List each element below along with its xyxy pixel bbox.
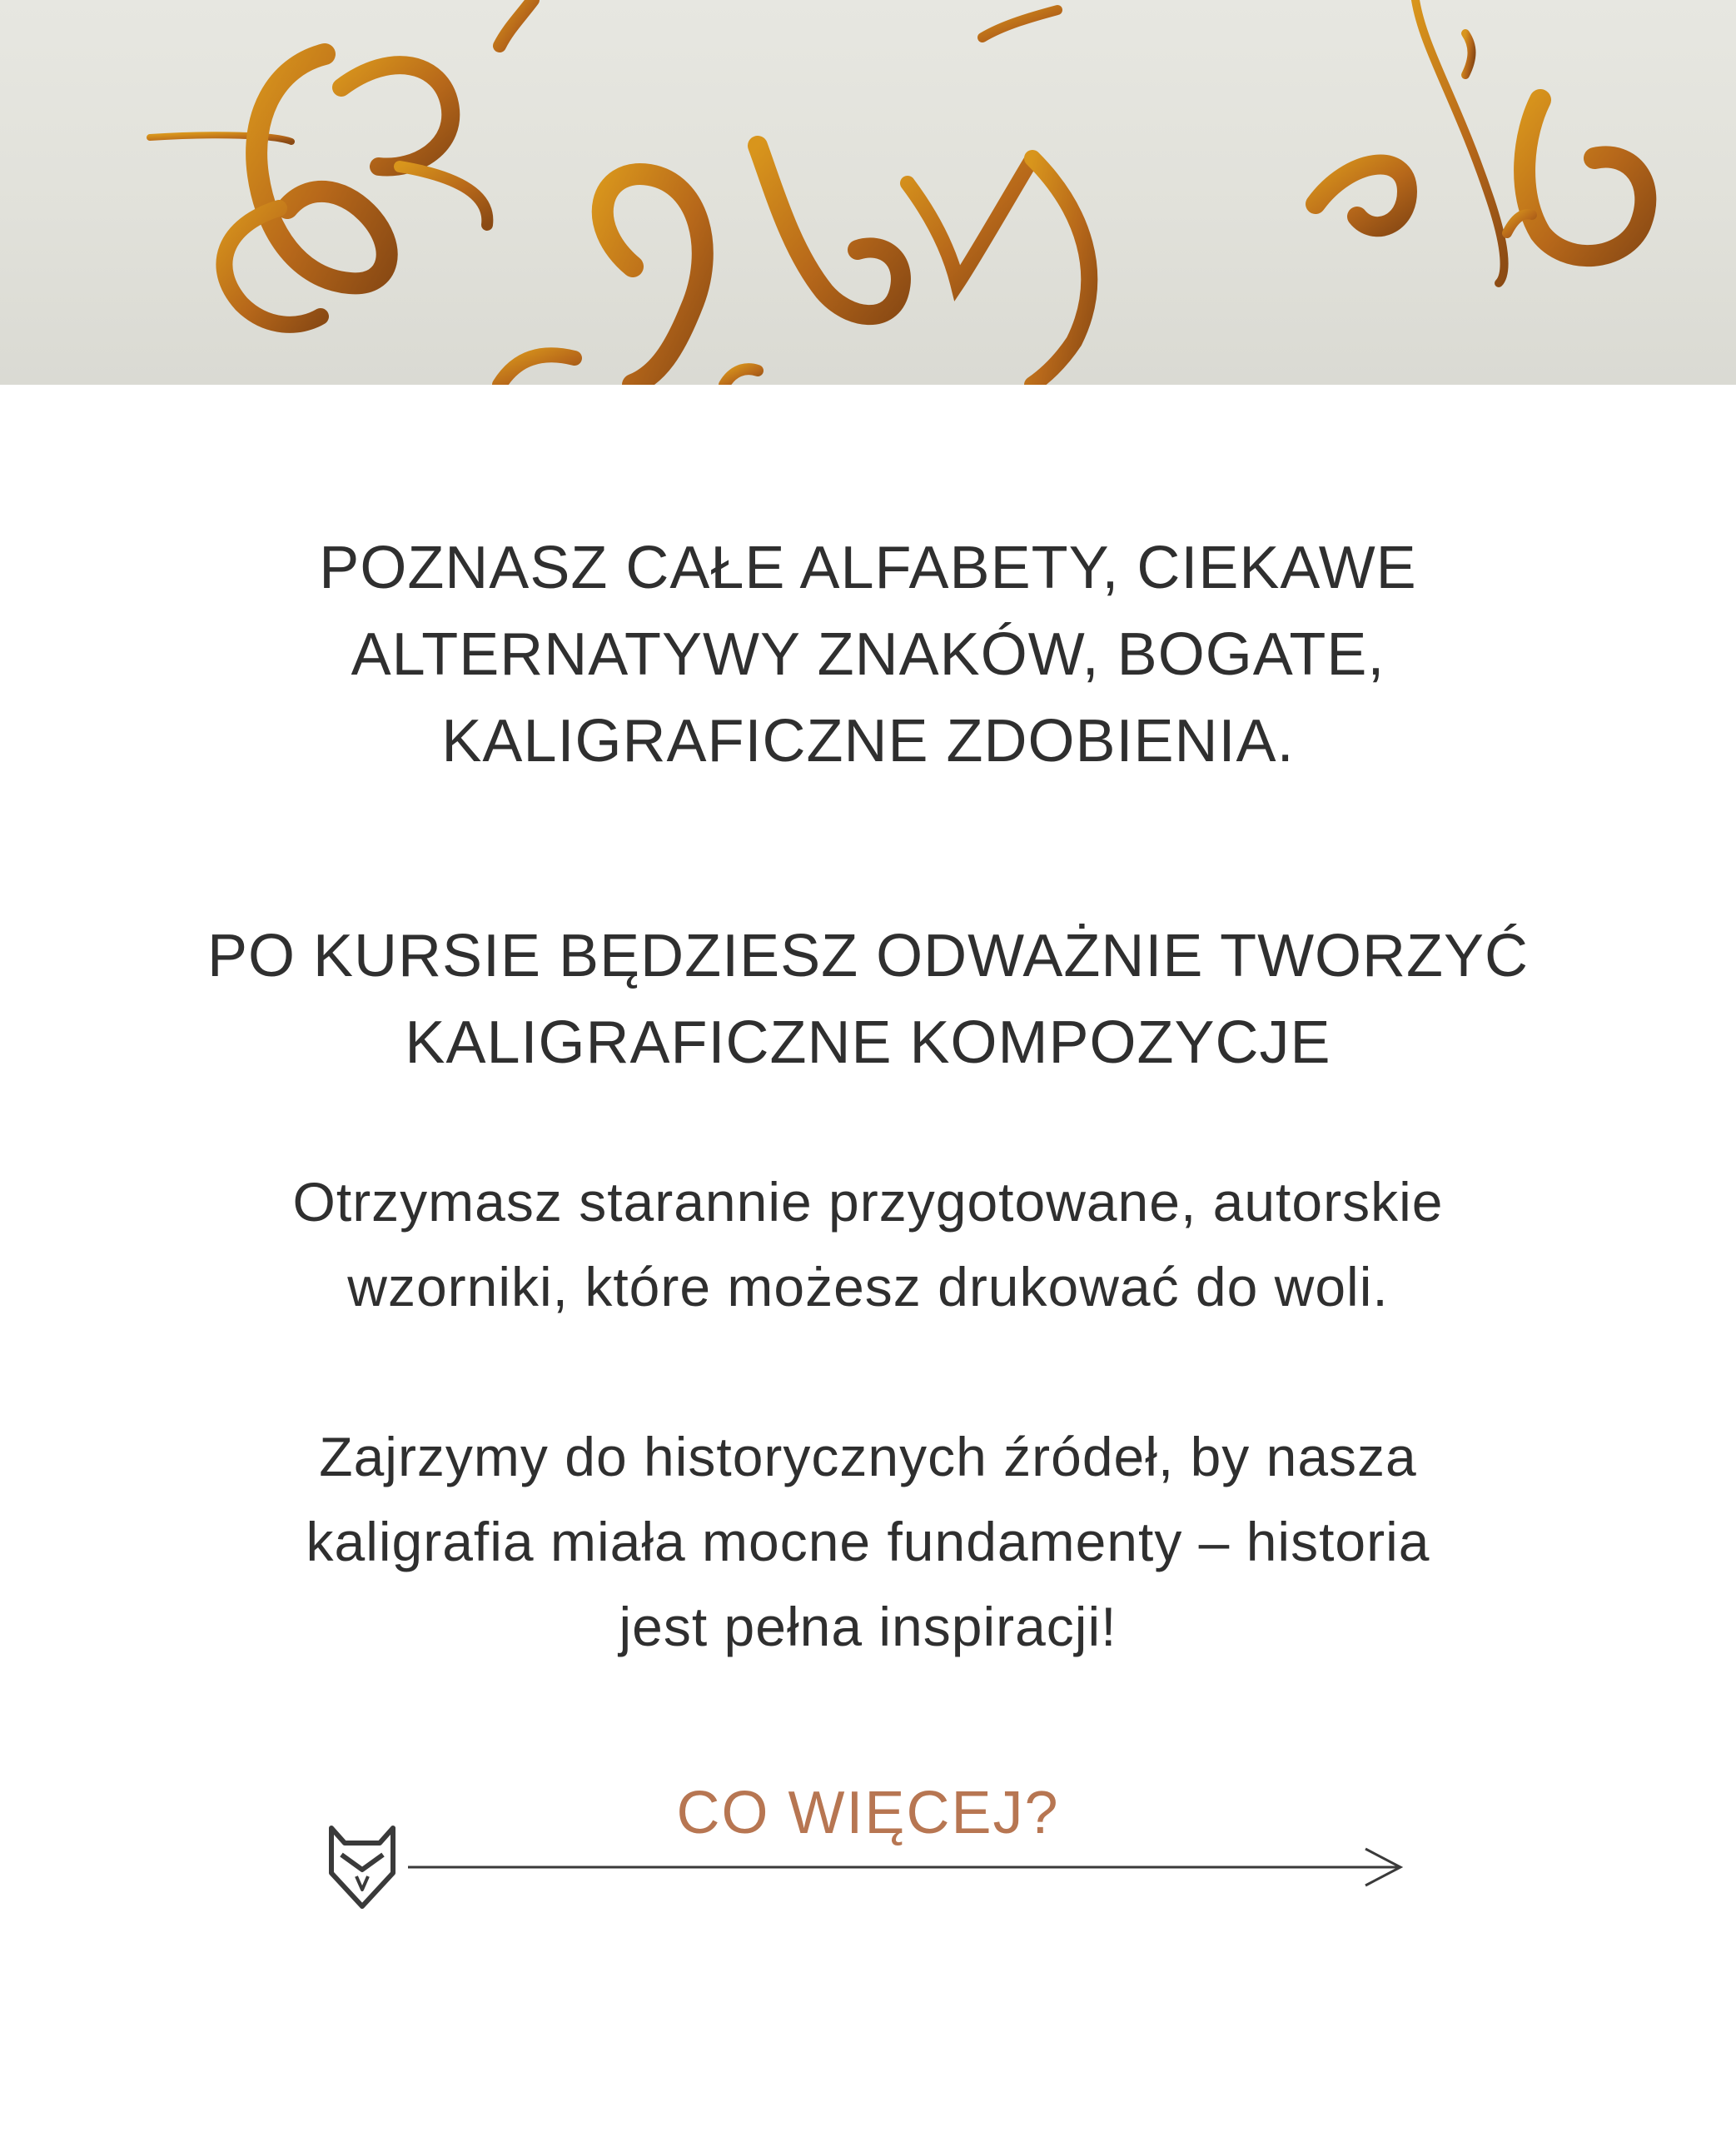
heading-alphabets: POZNASZ CAŁE ALFABETY, CIEKAWE ALTERNATYWY ZNAKÓW, BOGATE, KALIGRAFICZNE ZDOBIENIA. xyxy=(319,535,1417,775)
heading-compositions: PO KURSIE BĘDZIESZ ODWAŻNIE TWORZYĆ KALIGRAFICZNE KOMPOZYCJE xyxy=(206,923,1530,1076)
paragraph-history: Zajrzymy do historycznych źródeł, by nasza kaligrafia miała mocne fundamenty – historia jest pełna inspiracji! xyxy=(306,1426,1430,1657)
arrow-right-icon xyxy=(408,1845,1407,1895)
paragraph-templates: Otrzymasz starannie przygotowane, autorskie wzorniki, które możesz drukować do woli. xyxy=(292,1171,1444,1318)
more-link-row[interactable] xyxy=(325,1846,1407,1946)
calligraphy-strokes xyxy=(0,0,1736,385)
fox-icon xyxy=(325,1821,400,1913)
more-link-label[interactable]: CO WIĘCEJ? xyxy=(676,1780,1060,1846)
content-section xyxy=(0,385,1736,2132)
hero-calligraphy-image xyxy=(0,0,1736,385)
